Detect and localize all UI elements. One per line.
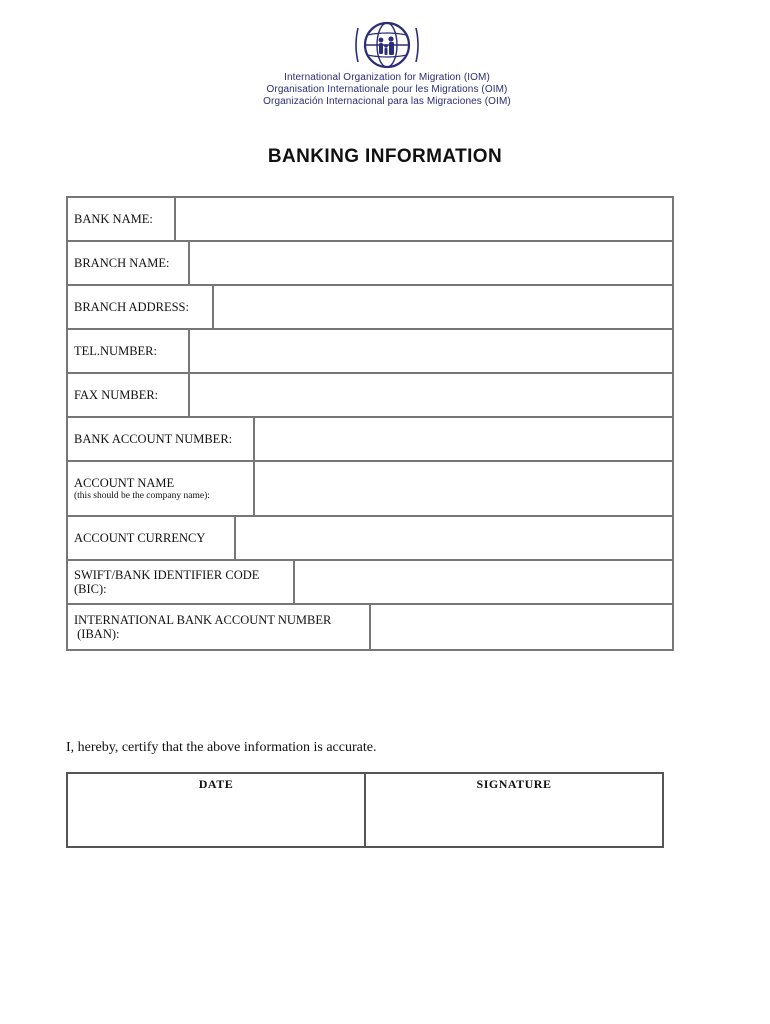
bank-account-number-label: BANK ACCOUNT NUMBER: [68, 418, 255, 460]
account-name-hint: (this should be the company name): [74, 490, 210, 501]
iom-emblem-icon [354, 18, 420, 72]
iom-logo [262, 18, 512, 108]
bank-account-number-field[interactable] [255, 418, 672, 460]
fax-number-label: FAX NUMBER: [68, 374, 190, 416]
swift-bic-suffix: (BIC): [74, 582, 107, 596]
date-signature-table [66, 772, 664, 848]
account-currency-label: ACCOUNT CURRENCY [68, 517, 236, 559]
tel-number-field[interactable] [190, 330, 672, 372]
signature-cell[interactable] [364, 774, 662, 846]
org-name-fr: Organisation Internationale pour les Migrations (OIM) [266, 84, 508, 95]
branch-name-row [68, 242, 672, 286]
branch-address-row [68, 286, 672, 330]
page-title: BANKING INFORMATION [267, 146, 503, 167]
banking-form-table [66, 196, 674, 651]
bank-name-row [68, 198, 672, 242]
bank-name-label: BANK NAME: [68, 198, 176, 240]
account-name-field[interactable] [255, 462, 672, 515]
date-label: DATE [198, 777, 234, 791]
bank-account-number-row [68, 418, 672, 462]
account-name-label: ACCOUNT NAME (this should be the company name): [68, 462, 255, 515]
certification-statement: I, hereby, certify that the above information is accurate. [66, 740, 377, 755]
swift-bic-field[interactable] [295, 561, 672, 603]
org-name-es: Organización Internacional para las Migraciones (OIM) [263, 96, 511, 107]
iban-suffix: (IBAN): [74, 627, 120, 641]
swift-bic-label: SWIFT/BANK IDENTIFIER CODE (BIC): [68, 561, 295, 603]
swift-bic-row [68, 561, 672, 605]
branch-address-field[interactable] [214, 286, 672, 328]
branch-name-label: BRANCH NAME: [68, 242, 190, 284]
bank-name-field[interactable] [176, 198, 672, 240]
account-currency-field[interactable] [236, 517, 672, 559]
tel-number-label: TEL.NUMBER: [68, 330, 190, 372]
signature-label: SIGNATURE [476, 777, 552, 791]
branch-address-label: BRANCH ADDRESS: [68, 286, 214, 328]
fax-number-row [68, 374, 672, 418]
date-cell[interactable] [68, 774, 364, 846]
iban-row [68, 605, 672, 649]
org-name-en: International Organization for Migration (IOM) [284, 72, 490, 83]
fax-number-field[interactable] [190, 374, 672, 416]
iban-label: INTERNATIONAL BANK ACCOUNT NUMBER (IBAN): [68, 605, 371, 649]
account-currency-row [68, 517, 672, 561]
branch-name-field[interactable] [190, 242, 672, 284]
iban-field[interactable] [371, 605, 672, 649]
account-name-row [68, 462, 672, 517]
tel-number-row [68, 330, 672, 374]
